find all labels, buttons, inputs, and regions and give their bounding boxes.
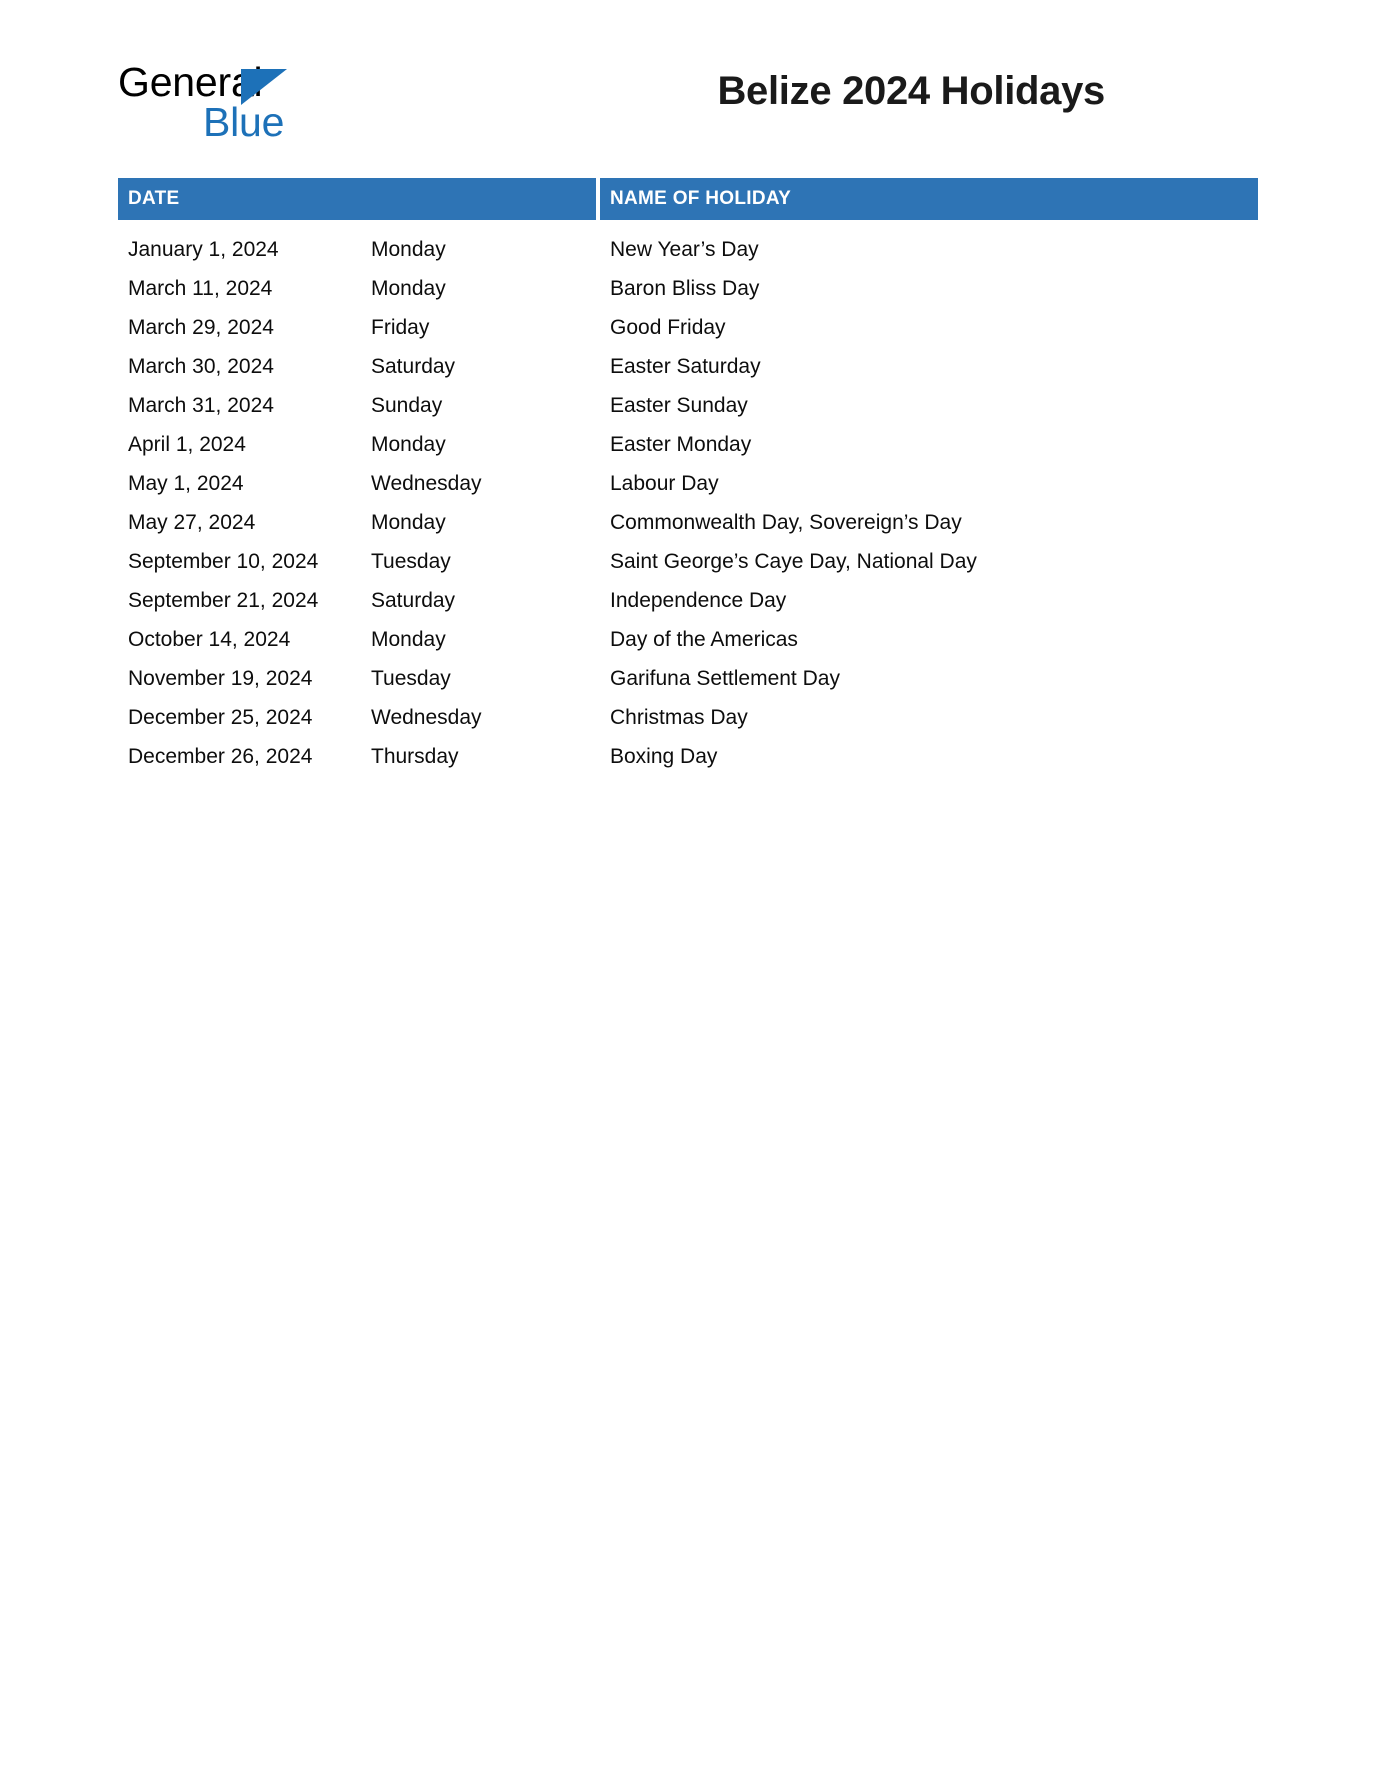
cell-weekday: Wednesday bbox=[371, 706, 482, 729]
cell-weekday: Friday bbox=[371, 316, 430, 339]
cell-holiday-name: Baron Bliss Day bbox=[610, 277, 760, 300]
cell-date: March 31, 2024 bbox=[128, 394, 274, 417]
cell-holiday-name: Easter Saturday bbox=[610, 355, 761, 378]
cell-date: December 25, 2024 bbox=[128, 706, 313, 729]
cell-holiday-name: Good Friday bbox=[610, 316, 726, 339]
cell-weekday: Wednesday bbox=[371, 472, 482, 495]
holidays-table bbox=[118, 178, 1258, 776]
table-row bbox=[118, 620, 1258, 659]
table-row bbox=[118, 542, 1258, 581]
table-row bbox=[118, 425, 1258, 464]
table-row bbox=[118, 230, 1258, 269]
cell-date: March 29, 2024 bbox=[128, 316, 274, 339]
table-row bbox=[118, 386, 1258, 425]
table-row bbox=[118, 269, 1258, 308]
cell-holiday-name: Boxing Day bbox=[610, 745, 718, 768]
general-blue-logo bbox=[118, 58, 418, 145]
cell-date: March 30, 2024 bbox=[128, 355, 274, 378]
cell-date: April 1, 2024 bbox=[128, 433, 246, 456]
cell-holiday-name: Saint George’s Caye Day, National Day bbox=[610, 550, 977, 573]
cell-weekday: Tuesday bbox=[371, 550, 451, 573]
cell-weekday: Monday bbox=[371, 628, 446, 651]
cell-weekday: Saturday bbox=[371, 589, 456, 612]
table-row bbox=[118, 659, 1258, 698]
table-row bbox=[118, 308, 1258, 347]
cell-date: March 11, 2024 bbox=[128, 277, 273, 300]
cell-holiday-name: Day of the Americas bbox=[610, 628, 798, 651]
table-row bbox=[118, 581, 1258, 620]
cell-weekday: Monday bbox=[371, 277, 446, 300]
cell-weekday: Sunday bbox=[371, 394, 443, 417]
cell-holiday-name: Labour Day bbox=[610, 472, 719, 495]
cell-date: January 1, 2024 bbox=[128, 238, 279, 261]
cell-date: May 1, 2024 bbox=[128, 472, 244, 495]
cell-date: May 27, 2024 bbox=[128, 511, 256, 534]
table-body bbox=[118, 230, 1258, 776]
cell-holiday-name: Christmas Day bbox=[610, 706, 748, 729]
table-row bbox=[118, 503, 1258, 542]
column-header-date: DATE bbox=[118, 178, 596, 220]
cell-weekday: Monday bbox=[371, 433, 446, 456]
cell-date: September 10, 2024 bbox=[128, 550, 319, 573]
page-title: Belize 2024 Holidays bbox=[717, 69, 1105, 113]
cell-holiday-name: Independence Day bbox=[610, 589, 787, 612]
column-header-name-of-holiday: NAME OF HOLIDAY bbox=[600, 178, 1258, 220]
cell-weekday: Monday bbox=[371, 238, 446, 261]
cell-holiday-name: New Year’s Day bbox=[610, 238, 759, 261]
cell-weekday: Monday bbox=[371, 511, 446, 534]
cell-holiday-name: Easter Monday bbox=[610, 433, 752, 456]
cell-date: September 21, 2024 bbox=[128, 589, 319, 612]
table-header-row bbox=[118, 178, 1258, 220]
cell-holiday-name: Easter Sunday bbox=[610, 394, 748, 417]
page-header bbox=[0, 0, 1377, 150]
table-row bbox=[118, 737, 1258, 776]
cell-weekday: Thursday bbox=[371, 745, 459, 768]
cell-holiday-name: Commonwealth Day, Sovereign’s Day bbox=[610, 511, 962, 534]
table-row bbox=[118, 464, 1258, 503]
table-row bbox=[118, 347, 1258, 386]
cell-date: October 14, 2024 bbox=[128, 628, 291, 651]
cell-holiday-name: Garifuna Settlement Day bbox=[610, 667, 840, 690]
cell-date: December 26, 2024 bbox=[128, 745, 313, 768]
logo-text-general: General bbox=[118, 59, 263, 105]
cell-weekday: Saturday bbox=[371, 355, 456, 378]
table-row bbox=[118, 698, 1258, 737]
logo-text-blue: Blue bbox=[203, 99, 285, 145]
cell-date: November 19, 2024 bbox=[128, 667, 313, 690]
cell-weekday: Tuesday bbox=[371, 667, 451, 690]
